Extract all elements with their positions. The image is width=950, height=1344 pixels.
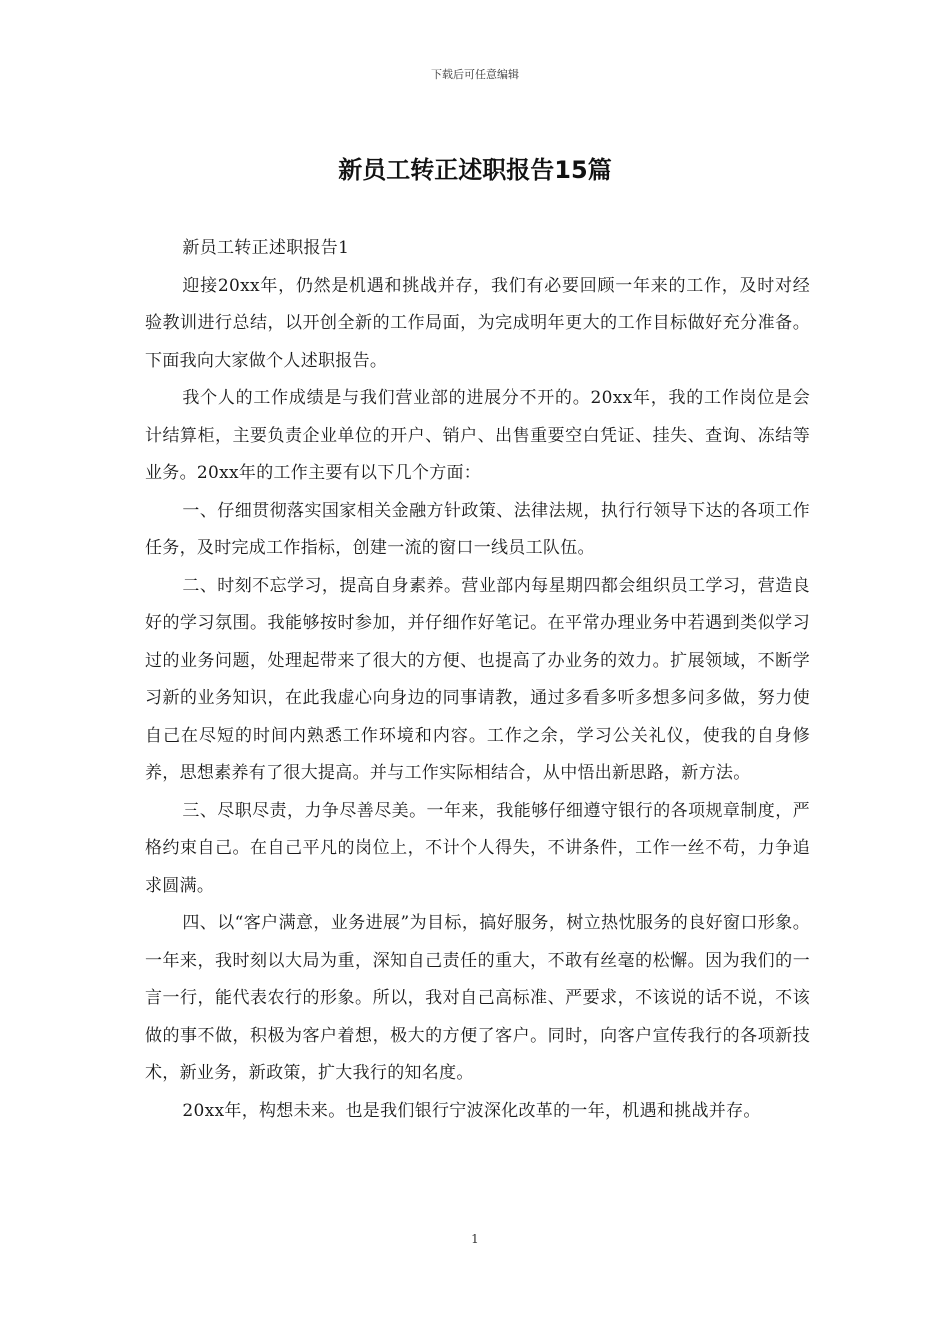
paragraph: 我个人的工作成绩是与我们营业部的进展分不开的。20xx年，我的工作岗位是会计结算柜，主要负责企业单位的开户、销户、出售重要空白凭证、挂失、查询、冻结等业务。20xx年的工作主要有以下几个方面： <box>145 388 810 483</box>
paragraph: 四、以“客户满意，业务进展”为目标，搞好服务，树立热忱服务的良好窗口形象。一年来，我时刻以大局为重，深知自己责任的重大，不敢有丝毫的松懈。因为我们的一言一行，能代表农行的形象。所以，我对自己高标准、严要求，不该说的话不说，不该做的事不做，积极为客户着想，极大的方便了客户。同时，向客户宣传我行的各项新技术，新业务，新政策，扩大我行的知名度。 <box>145 913 810 1083</box>
paragraph: 迎接20xx年，仍然是机遇和挑战并存，我们有必要回顾一年来的工作，及时对经验教训进行总结，以开创全新的工作局面，为完成明年更大的工作目标做好充分准备。下面我向大家做个人述职报告。 <box>145 275 810 371</box>
header-note: 下载后可任意编辑 <box>431 68 519 81</box>
paragraph: 一、仔细贯彻落实国家相关金融方针政策、法律法规，执行行领导下达的各项工作任务，及时完成工作指标，创建一流的窗口一线员工队伍。 <box>145 500 810 558</box>
paragraph: 三、尽职尽责，力争尽善尽美。一年来，我能够仔细遵守银行的各项规章制度，严格约束自己。在自己平凡的岗位上，不计个人得失，不讲条件，工作一丝不苟，力争追求圆满。 <box>145 800 810 896</box>
paragraph: 二、时刻不忘学习，提高自身素养。营业部内每星期四都会组织员工学习，营造良好的学习氛围。我能够按时参加，并仔细作好笔记。在平常办理业务中若遇到类似学习过的业务问题，处理起带来了很大的方便、也提高了办业务的效力。扩展领域，不断学习新的业务知识，在此我虚心向身边的同事请教，通过多看多听多想多问多做，努力使自己在尽短的时间内熟悉工作环境和内容。工作之余，学习公关礼仪，使我的自身修养，思想素养有了很大提高。并与工作实际相结合，从中悟出新思路，新方法。 <box>145 575 810 783</box>
paragraph-section-heading: 新员工转正述职报告1 <box>182 238 350 258</box>
page-number: 1 <box>471 1232 479 1246</box>
paragraph: 20xx年，构想未来。也是我们银行宁波深化改革的一年，机遇和挑战并存。 <box>182 1100 761 1121</box>
document-title: 新员工转正述职报告15篇 <box>338 156 612 184</box>
document-body <box>145 230 810 1130</box>
